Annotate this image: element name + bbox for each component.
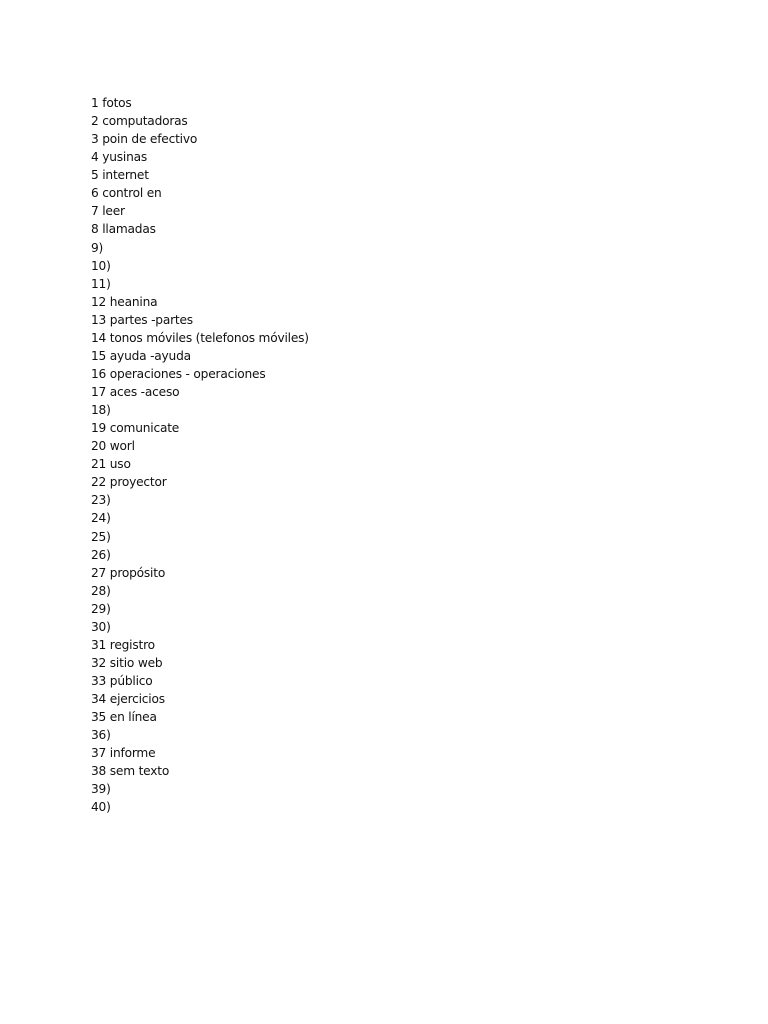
list-item: 24) [91,511,111,526]
list-item: 3 poin de efectivo [91,132,198,147]
list-item: 19 comunicate [91,421,180,436]
list-item: 33 público [91,674,153,688]
list-item: 20 worl [91,439,135,454]
list-item: 4 yusinas [91,150,148,165]
list-item: 22 proyector [91,475,167,490]
list-item: 23) [91,493,111,508]
list-item: 1 fotos [91,96,132,110]
list-item: 31 registro [91,637,155,652]
list-item: 18) [91,403,111,418]
list-item: 27 propósito [91,565,166,580]
list-item: 7 leer [91,204,125,219]
list-item: 8 llamadas [91,222,156,237]
list-item: 35 en línea [91,710,157,725]
list-item: 6 control en [91,186,162,201]
list-item: 26) [91,547,111,562]
list-item: 15 ayuda -ayuda [91,348,191,363]
list-item: 17 aces -aceso [91,385,180,399]
list-item: 40) [91,800,111,815]
list-item: 34 ejercicios [91,692,165,707]
list-item: 37 informe [91,746,156,761]
list-item: 14 tonos móviles (telefonos móviles) [91,330,309,345]
list-item: 28) [91,583,111,598]
list-item: 11) [91,276,111,291]
list-item: 36) [91,728,111,743]
list-item: 5 internet [91,168,149,183]
list-item: 38 sem texto [91,764,170,779]
list-item: 12 heanina [91,294,158,309]
list-item: 30) [91,619,111,634]
list-item: 39) [91,782,111,797]
list-item: 25) [91,529,111,544]
list-item: 16 operaciones - operaciones [91,366,266,381]
list-item: 32 sitio web [91,655,163,670]
list-item: 29) [91,601,111,616]
numbered-list [91,94,309,817]
list-item: 10) [91,258,111,273]
list-item: 13 partes -partes [91,312,193,327]
list-item: 9) [91,240,104,255]
list-item: 2 computadoras [91,114,188,129]
list-item: 21 uso [91,457,131,472]
